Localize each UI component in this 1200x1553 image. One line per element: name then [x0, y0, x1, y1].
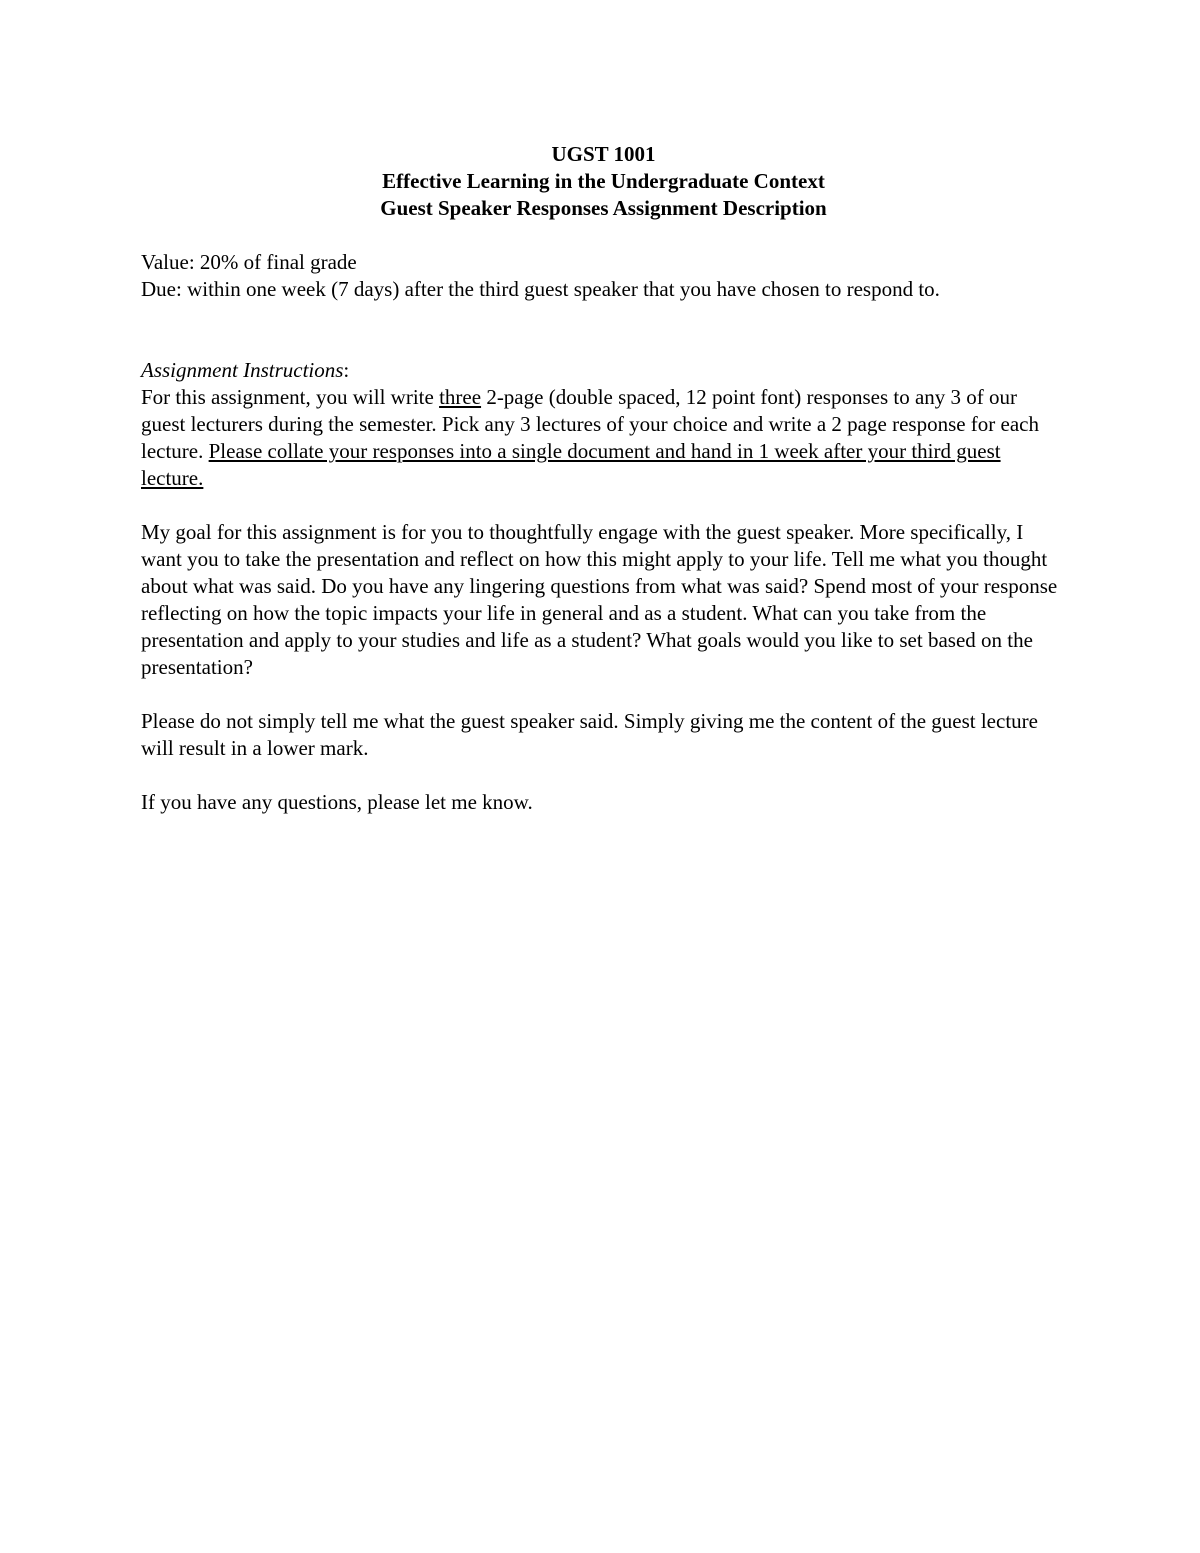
- instructions-heading: [141, 357, 1066, 384]
- instructions-underlined-word: three: [439, 385, 482, 409]
- due-line: Due: within one week (7 days) after the third guest speaker that you have chosen to respond to.: [141, 277, 940, 301]
- warning-paragraph: Please do not simply tell me what the guest speaker said. Simply giving me the content of the guest lecture will result in a lower mark.: [141, 709, 1038, 760]
- instructions-text-1: For this assignment, you will write: [141, 385, 440, 409]
- document-page: [141, 141, 1066, 816]
- assignment-meta: [141, 249, 1066, 303]
- instructions-heading-colon: :: [343, 358, 350, 382]
- value-line: Value: 20% of final grade: [141, 250, 357, 274]
- instructions-paragraph: [141, 384, 1066, 492]
- instructions-text-2: 2-page (double spaced, 12 point font) responses to any 3 of our guest lecturers during the semester. Pick any 3 lectures of your choice and write a 2 page response for each lecture.: [141, 385, 1040, 463]
- course-code: UGST 1001: [551, 142, 656, 166]
- goal-paragraph: My goal for this assignment is for you to thoughtfully engage with the guest speaker. More specifically, I want you to take the presentation and reflect on how this might apply to your life. Tell me what you thought about what was said. Do you have any lingering questions from what was said? Spend most of your response reflecting on how the topic impacts your life in general and as a student. What can you take from the presentation and apply to your studies and life as a student? What goals would you like to set based on the presentation?: [141, 520, 1058, 679]
- closing-paragraph: If you have any questions, please let me know.: [141, 790, 533, 814]
- instructions-underlined-sentence: Please collate your responses into a single document and hand in 1 week after your third guest lecture.: [141, 439, 1001, 490]
- course-title: Effective Learning in the Undergraduate Context: [382, 169, 825, 193]
- title-block: [141, 141, 1066, 222]
- document-title: Guest Speaker Responses Assignment Description: [380, 196, 827, 220]
- instructions-heading-text: Assignment Instructions: [141, 358, 344, 382]
